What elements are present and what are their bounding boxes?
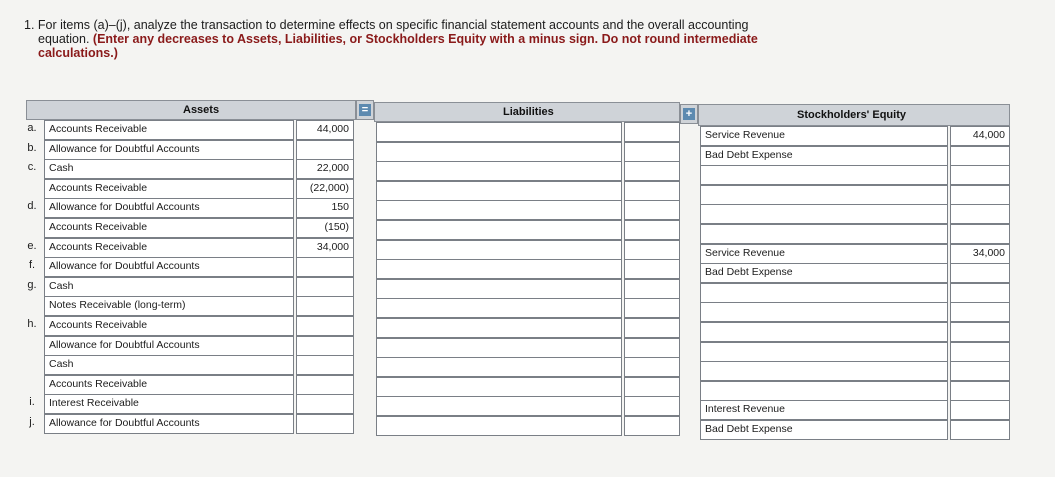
equity-amount-field[interactable] [950,342,1010,362]
asset-amount-field[interactable]: 22,000 [296,159,354,179]
liability-amount-field[interactable] [624,220,680,240]
liabilities-header-label: Liabilities [503,106,554,118]
liability-amount-field[interactable] [624,318,680,338]
asset-amount-field[interactable] [296,257,354,277]
equals-sign: = [359,104,371,116]
asset-amount-field[interactable] [296,355,354,375]
liability-account-field[interactable] [376,416,622,436]
equity-account-field[interactable] [700,342,948,362]
plus-sign: + [683,108,695,120]
liability-amount-field[interactable] [624,279,680,299]
question-bold-note: (Enter any decreases to Assets, Liabilities, or Stockholders Equity with a minus sign. Do not round intermediate [92,32,758,46]
equity-amount-field[interactable] [950,420,1010,440]
asset-amount-field[interactable]: 44,000 [296,120,354,140]
asset-account-field[interactable]: Accounts Receivable [44,316,294,336]
row-letter: i. [29,396,35,409]
equity-header [698,104,1010,126]
equity-amount-field[interactable] [950,263,1010,283]
asset-amount-field[interactable] [296,414,354,434]
liability-account-field[interactable] [376,357,622,377]
assets-header-label: Assets [183,104,220,116]
equity-account-field[interactable]: Service Revenue [700,126,948,146]
liability-amount-field[interactable] [624,142,680,162]
question-text: For items (a)–(j), analyze the transaction to determine effects on specific financial statement accounts and the overall accounting [37,18,749,32]
asset-amount-field[interactable] [296,277,354,297]
equity-account-field[interactable] [700,224,948,244]
liability-amount-field[interactable] [624,200,680,220]
row-letter: e. [27,239,37,252]
liability-amount-field[interactable] [624,357,680,377]
liability-amount-field[interactable] [624,161,680,181]
equity-account-field[interactable] [700,302,948,322]
equity-header-label: Stockholders' Equity [797,109,906,121]
liability-account-field[interactable] [376,377,622,397]
row-letter: g. [27,278,37,291]
equity-account-field[interactable] [700,283,948,303]
asset-amount-field[interactable]: (22,000) [296,179,354,199]
row-letter: d. [27,200,37,213]
liability-account-field[interactable] [376,338,622,358]
row-letter: f. [28,259,36,272]
asset-amount-field[interactable] [296,394,354,414]
liability-account-field[interactable] [376,396,622,416]
asset-amount-field[interactable]: 150 [296,198,354,218]
asset-account-field[interactable]: Allowance for Doubtful Accounts [44,336,294,356]
liability-amount-field[interactable] [624,396,680,416]
asset-account-field[interactable]: Cash [44,277,294,297]
asset-account-field[interactable]: Accounts Receivable [44,120,294,140]
liability-amount-field[interactable] [624,122,680,142]
row-letter: h. [27,318,37,330]
asset-account-field[interactable]: Cash [44,159,294,179]
liability-amount-field[interactable] [624,240,680,260]
asset-account-field[interactable]: Allowance for Doubtful Accounts [44,414,294,434]
equity-amount-field[interactable] [950,146,1010,166]
equity-amount-field[interactable] [950,361,1010,381]
asset-account-field[interactable]: Accounts Receivable [44,375,294,395]
liability-account-field[interactable] [376,259,622,279]
liability-amount-field[interactable] [624,416,680,436]
equity-account-field[interactable] [700,361,948,381]
equity-amount-field[interactable] [950,224,1010,244]
equity-account-field[interactable] [700,185,948,205]
equity-amount-field[interactable] [950,302,1010,322]
equity-amount-field[interactable] [950,165,1010,185]
equity-amount-field[interactable] [950,322,1010,342]
equity-amount-field[interactable] [950,204,1010,224]
asset-amount-field[interactable] [296,140,354,160]
asset-amount-field[interactable] [296,336,354,356]
equity-amount-field[interactable] [950,381,1010,401]
equity-amount-field[interactable] [950,185,1010,205]
liability-amount-field[interactable] [624,377,680,397]
equity-account-field[interactable]: Bad Debt Expense [700,146,948,166]
question-text-2: equation. [38,32,90,46]
liability-account-field[interactable] [376,142,622,162]
equity-account-field[interactable]: Service Revenue [700,244,948,264]
liability-amount-field[interactable] [624,259,680,279]
asset-account-field[interactable]: Accounts Receivable [44,179,294,199]
liability-account-field[interactable] [376,298,622,318]
liability-amount-field[interactable] [624,338,680,358]
equity-account-field[interactable]: Bad Debt Expense [700,263,948,283]
row-letter: j. [29,416,35,428]
asset-account-field[interactable]: Accounts Receivable [44,218,294,238]
row-letter: c. [27,161,37,174]
asset-amount-field[interactable] [296,296,354,316]
equity-account-field[interactable] [700,322,948,342]
equity-account-field[interactable] [700,204,948,224]
question-bold-note-2: calculations.) [38,46,118,60]
asset-amount-field[interactable]: (150) [296,218,354,238]
liabilities-header [374,102,680,122]
asset-account-field[interactable]: Interest Receivable [44,394,294,414]
asset-account-field[interactable]: Allowance for Doubtful Accounts [44,198,294,218]
equity-amount-field[interactable] [950,283,1010,303]
row-letter: a. [27,122,37,134]
liability-account-field[interactable] [376,240,622,260]
liability-account-field[interactable] [376,122,622,142]
equals-header [356,100,374,120]
row-letter: b. [27,141,37,154]
equity-amount-field[interactable] [950,400,1010,420]
liability-account-field[interactable] [376,279,622,299]
equity-account-field[interactable] [700,165,948,185]
asset-account-field[interactable]: Notes Receivable (long-term) [44,296,294,316]
asset-account-field[interactable]: Cash [44,355,294,375]
liability-amount-field[interactable] [624,181,680,201]
question-number: 1. [24,18,35,32]
asset-amount-field[interactable] [296,316,354,336]
plus-header [680,104,698,124]
equity-account-field[interactable] [700,381,948,401]
equity-amount-field[interactable]: 34,000 [950,244,1010,264]
equity-account-field[interactable]: Interest Revenue [700,400,948,420]
asset-account-field[interactable]: Allowance for Doubtful Accounts [44,140,294,160]
liability-account-field[interactable] [376,181,622,201]
liability-account-field[interactable] [376,220,622,240]
asset-amount-field[interactable]: 34,000 [296,238,354,258]
equity-amount-field[interactable]: 44,000 [950,126,1010,146]
liability-account-field[interactable] [376,161,622,181]
liability-account-field[interactable] [376,200,622,220]
liability-amount-field[interactable] [624,298,680,318]
asset-account-field[interactable]: Accounts Receivable [44,238,294,258]
equity-account-field[interactable]: Bad Debt Expense [700,420,948,440]
assets-header [26,100,356,120]
liability-account-field[interactable] [376,318,622,338]
asset-amount-field[interactable] [296,375,354,395]
instructions [24,18,844,60]
asset-account-field[interactable]: Allowance for Doubtful Accounts [44,257,294,277]
